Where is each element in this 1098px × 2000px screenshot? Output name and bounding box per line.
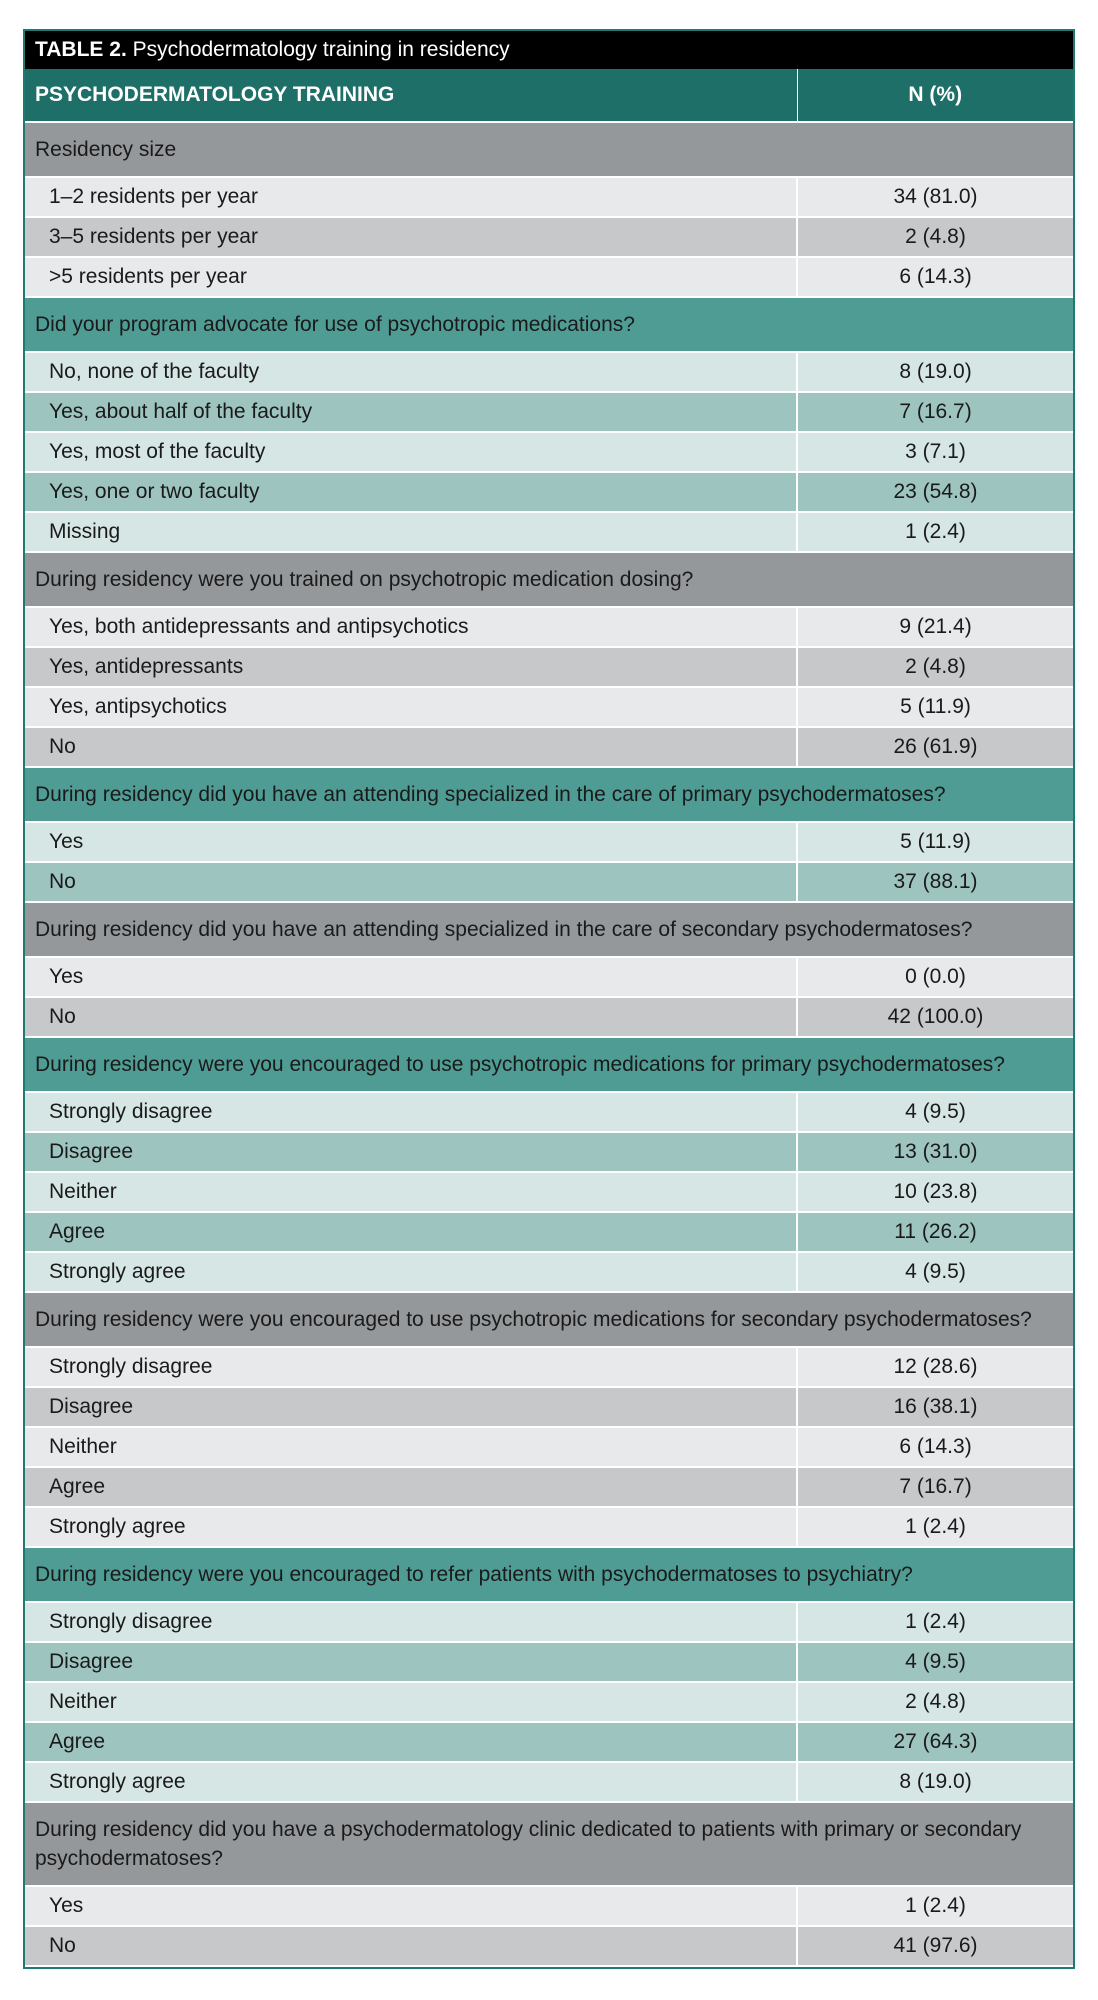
row-label: Disagree	[25, 1642, 797, 1682]
row-label: 3–5 residents per year	[25, 217, 797, 257]
row-value: 9 (21.4)	[797, 607, 1073, 647]
row-value: 23 (54.8)	[797, 472, 1073, 512]
row-label: Strongly agree	[25, 1507, 797, 1547]
row-value: 16 (38.1)	[797, 1387, 1073, 1427]
row-value: 26 (61.9)	[797, 727, 1073, 767]
table-row	[25, 392, 1073, 432]
table-row	[25, 997, 1073, 1037]
section-title: During residency were you encouraged to use psychotropic medications for primary psychodermatoses?	[25, 1037, 1073, 1092]
row-value: 7 (16.7)	[797, 1467, 1073, 1507]
section-row	[25, 1802, 1073, 1886]
row-label: Yes, antidepressants	[25, 647, 797, 687]
section-title: During residency were you trained on psychotropic medication dosing?	[25, 552, 1073, 607]
table-row	[25, 1092, 1073, 1132]
table-row	[25, 1347, 1073, 1387]
table-row	[25, 1252, 1073, 1292]
row-value: 1 (2.4)	[797, 512, 1073, 552]
table-row	[25, 687, 1073, 727]
table-row	[25, 1602, 1073, 1642]
row-label: >5 residents per year	[25, 257, 797, 297]
row-value: 10 (23.8)	[797, 1172, 1073, 1212]
table-row	[25, 1926, 1073, 1966]
table-row	[25, 647, 1073, 687]
table-row	[25, 512, 1073, 552]
table-row	[25, 1762, 1073, 1802]
table-row	[25, 1132, 1073, 1172]
row-value: 13 (31.0)	[797, 1132, 1073, 1172]
row-value: 7 (16.7)	[797, 392, 1073, 432]
row-label: Strongly disagree	[25, 1092, 797, 1132]
row-label: Missing	[25, 512, 797, 552]
row-value: 6 (14.3)	[797, 257, 1073, 297]
table-row	[25, 822, 1073, 862]
row-value: 4 (9.5)	[797, 1092, 1073, 1132]
table-caption	[25, 31, 1073, 69]
section-row	[25, 767, 1073, 822]
row-label: Neither	[25, 1172, 797, 1212]
row-value: 12 (28.6)	[797, 1347, 1073, 1387]
section-title: During residency did you have an attending specialized in the care of secondary psychodermatoses?	[25, 902, 1073, 957]
section-title: During residency were you encouraged to refer patients with psychodermatoses to psychiatry?	[25, 1547, 1073, 1602]
table-row	[25, 217, 1073, 257]
row-value: 4 (9.5)	[797, 1252, 1073, 1292]
row-value: 6 (14.3)	[797, 1427, 1073, 1467]
table-row	[25, 1212, 1073, 1252]
table-row	[25, 1722, 1073, 1762]
row-value: 11 (26.2)	[797, 1212, 1073, 1252]
table-row	[25, 1642, 1073, 1682]
row-label: Yes	[25, 957, 797, 997]
row-value: 27 (64.3)	[797, 1722, 1073, 1762]
row-value: 3 (7.1)	[797, 432, 1073, 472]
table-row	[25, 1507, 1073, 1547]
row-value: 2 (4.8)	[797, 647, 1073, 687]
row-label: Agree	[25, 1467, 797, 1507]
row-value: 4 (9.5)	[797, 1642, 1073, 1682]
row-value: 5 (11.9)	[797, 687, 1073, 727]
table-row	[25, 352, 1073, 392]
section-row	[25, 1547, 1073, 1602]
table-row	[25, 177, 1073, 217]
table-row	[25, 432, 1073, 472]
section-row	[25, 122, 1073, 177]
row-label: Disagree	[25, 1132, 797, 1172]
row-label: Neither	[25, 1682, 797, 1722]
table-number: TABLE 2.	[35, 38, 127, 61]
row-label: No	[25, 1926, 797, 1966]
section-row	[25, 552, 1073, 607]
row-label: No, none of the faculty	[25, 352, 797, 392]
training-table	[25, 69, 1073, 1967]
table-body	[25, 122, 1073, 1966]
table-row	[25, 257, 1073, 297]
header-training: PSYCHODERMATOLOGY TRAINING	[25, 69, 797, 122]
row-value: 1 (2.4)	[797, 1886, 1073, 1926]
section-row	[25, 1292, 1073, 1347]
row-label: Disagree	[25, 1387, 797, 1427]
table-row	[25, 472, 1073, 512]
row-label: Yes	[25, 1886, 797, 1926]
row-label: Yes, both antidepressants and antipsychotics	[25, 607, 797, 647]
row-label: Yes	[25, 822, 797, 862]
section-row	[25, 1037, 1073, 1092]
table-title: Psychodermatology training in residency	[126, 38, 510, 61]
section-title: During residency did you have an attending specialized in the care of primary psychodermatoses?	[25, 767, 1073, 822]
section-row	[25, 902, 1073, 957]
table-row	[25, 727, 1073, 767]
row-label: Strongly disagree	[25, 1602, 797, 1642]
row-label: Yes, about half of the faculty	[25, 392, 797, 432]
row-label: Agree	[25, 1212, 797, 1252]
row-label: Yes, most of the faculty	[25, 432, 797, 472]
row-label: Yes, one or two faculty	[25, 472, 797, 512]
row-label: Strongly agree	[25, 1252, 797, 1292]
row-label: No	[25, 862, 797, 902]
table-row	[25, 862, 1073, 902]
table-row	[25, 1682, 1073, 1722]
table-row	[25, 1427, 1073, 1467]
table-row	[25, 957, 1073, 997]
row-label: Neither	[25, 1427, 797, 1467]
section-title: During residency did you have a psychodermatology clinic dedicated to patients with primary or secondary psychodermatoses?	[25, 1802, 1073, 1886]
row-value: 8 (19.0)	[797, 352, 1073, 392]
row-value: 34 (81.0)	[797, 177, 1073, 217]
data-table-container	[23, 29, 1075, 1969]
row-label: Yes, antipsychotics	[25, 687, 797, 727]
row-value: 1 (2.4)	[797, 1602, 1073, 1642]
row-label: No	[25, 997, 797, 1037]
header-n-percent: N (%)	[797, 69, 1073, 122]
section-title: During residency were you encouraged to use psychotropic medications for secondary psychodermatoses?	[25, 1292, 1073, 1347]
section-title: Did your program advocate for use of psychotropic medications?	[25, 297, 1073, 352]
row-value: 0 (0.0)	[797, 957, 1073, 997]
table-row	[25, 1467, 1073, 1507]
row-value: 2 (4.8)	[797, 217, 1073, 257]
table-row	[25, 1387, 1073, 1427]
table-row	[25, 607, 1073, 647]
table-row	[25, 1172, 1073, 1212]
table-header	[25, 69, 1073, 122]
table-row	[25, 1886, 1073, 1926]
row-value: 8 (19.0)	[797, 1762, 1073, 1802]
row-value: 42 (100.0)	[797, 997, 1073, 1037]
row-value: 5 (11.9)	[797, 822, 1073, 862]
section-title: Residency size	[25, 122, 1073, 177]
row-value: 1 (2.4)	[797, 1507, 1073, 1547]
row-label: Agree	[25, 1722, 797, 1762]
row-value: 41 (97.6)	[797, 1926, 1073, 1966]
row-label: 1–2 residents per year	[25, 177, 797, 217]
row-label: Strongly disagree	[25, 1347, 797, 1387]
row-value: 2 (4.8)	[797, 1682, 1073, 1722]
row-value: 37 (88.1)	[797, 862, 1073, 902]
section-row	[25, 297, 1073, 352]
row-label: Strongly agree	[25, 1762, 797, 1802]
row-label: No	[25, 727, 797, 767]
